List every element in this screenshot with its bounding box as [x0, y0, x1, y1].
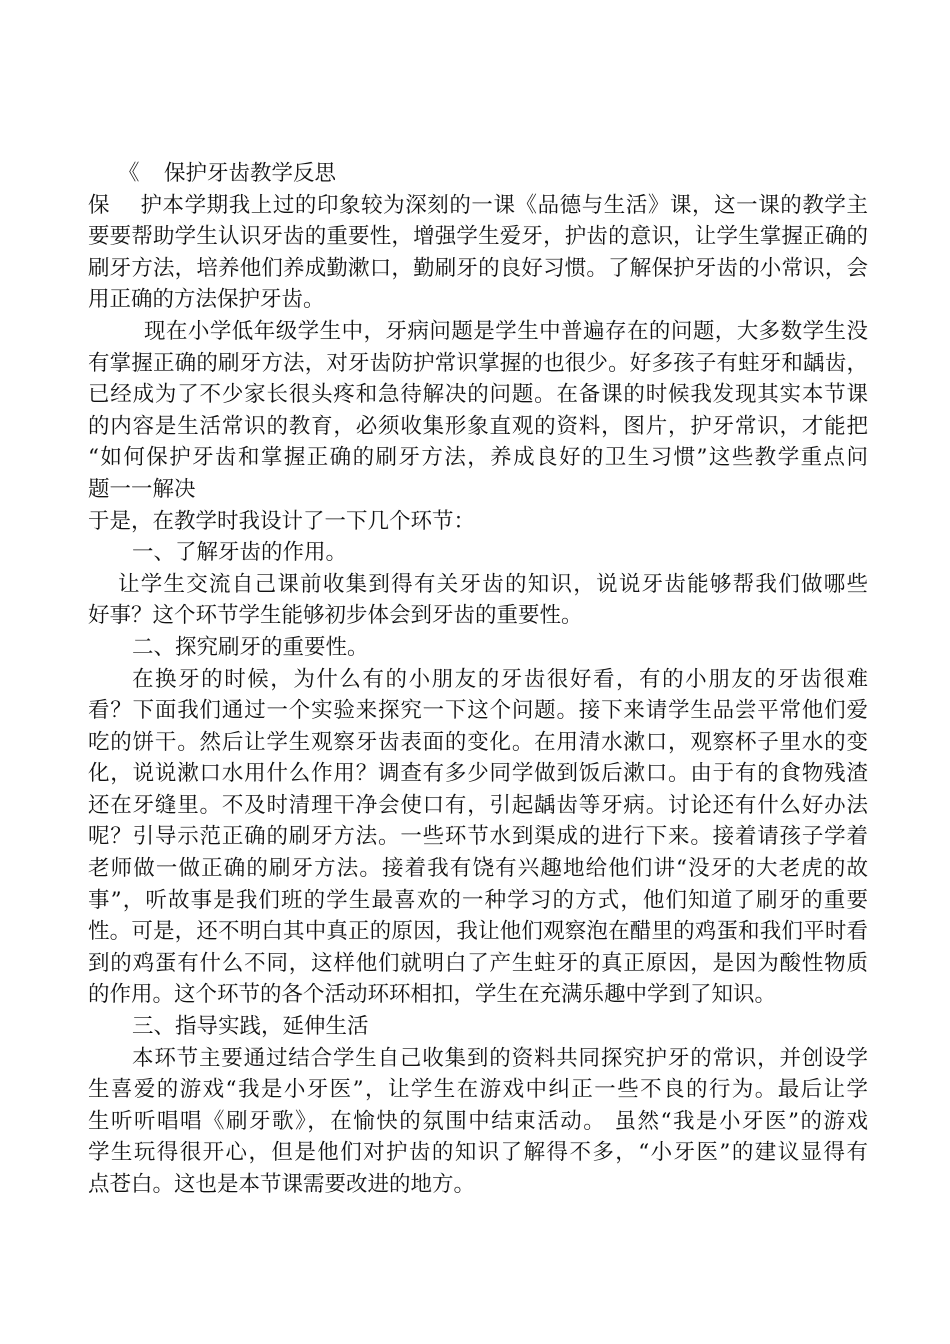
section-heading: 一、了解牙齿的作用。	[132, 540, 348, 566]
paragraph-line: 生听听唱唱《刷牙歌》，在愉快的氛围中结束活动。 虽然“我是小牙医”的游戏	[88, 1108, 868, 1134]
paragraph-line: 于是，在教学时我设计了一下几个环节：	[88, 508, 476, 534]
paragraph-line: 在换牙的时候，为什么有的小朋友的牙齿很好看，有的小朋友的牙齿很难	[132, 666, 868, 692]
paragraph-line-text: 本学期我上过的印象较为深刻的一课《品德与生活》课，这一课的教学主	[162, 192, 868, 218]
paragraph-line: 还在牙缝里。不及时清理干净会使口有，引起龋齿等牙病。讨论还有什么好办法	[88, 792, 868, 818]
section-heading: 三、指导实践，延伸生活	[132, 1014, 369, 1040]
section-heading: 二、探究刷牙的重要性。	[132, 634, 369, 660]
document-title-line	[88, 158, 868, 190]
paragraph-line: 吃的饼干。然后让学生观察牙齿表面的变化。在用清水漱口，观察杯子里水的变	[88, 729, 868, 755]
paragraph-line: 老师做一做正确的刷牙方法。接着我有饶有兴趣地给他们讲“没牙的大老虎的故	[88, 856, 868, 882]
paragraph-line: 呢？引导示范正确的刷牙方法。一些环节水到渠成的进行下来。接着请孩子学着	[88, 824, 868, 850]
paragraph-line: 好事？这个环节学生能够初步体会到牙齿的重要性。	[88, 603, 583, 629]
paragraph-line: 到的鸡蛋有什么不同，这样他们就明白了产生蛀牙的真正原因，是因为酸性物质	[88, 950, 868, 976]
paragraph-line: 现在小学低年级学生中，牙病问题是学生中普遍存在的问题，大多数学生没	[144, 318, 868, 344]
paragraph-line: 要要帮助学生认识牙齿的重要性，增强学生爱牙，护齿的意识，让学生掌握正确的	[88, 224, 868, 250]
paragraph-line: 生喜爱的游戏“我是小牙医”，让学生在游戏中纠正一些不良的行为。最后让学	[88, 1077, 868, 1103]
paragraph-line: 的内容是生活常识的教育，必须收集形象直观的资料，图片，护牙常识，才能把	[88, 413, 868, 439]
document-title: 保护牙齿教学反思	[164, 161, 337, 186]
title-bracket-mark: 《	[118, 161, 140, 186]
paragraph-line: “如何保护牙齿和掌握正确的刷牙方法，养成良好的卫生习惯”这些教学重点问	[88, 445, 868, 471]
intro-label: 保护	[88, 192, 162, 218]
paragraph-line: 题一一解决	[88, 476, 196, 502]
paragraph-line: 本环节主要通过结合学生自己收集到的资料共同探究护牙的常识，并创设学	[132, 1045, 868, 1071]
paragraph-line: 点苍白。这也是本节课需要改进的地方。	[88, 1172, 476, 1197]
paragraph-line: 用正确的方法保护牙齿。	[88, 287, 325, 313]
paragraph-line: 学生玩得很开心，但是他们对护齿的知识了解得不多，“小牙医”的建议显得有	[88, 1140, 868, 1166]
paragraph-line: 看？下面我们通过一个实验来探究一下这个问题。接下来请学生品尝平常他们爱	[88, 698, 868, 724]
paragraph-line: 的作用。这个环节的各个活动环环相扣，学生在充满乐趣中学到了知识。	[88, 982, 777, 1008]
paragraph-line: 已经成为了不少家长很头疼和急待解决的问题。在备课的时候我发现其实本节课	[88, 382, 868, 408]
paragraph-line	[88, 190, 868, 222]
paragraph-line: 事”，听故事是我们班的学生最喜欢的一种学习的方式，他们知道了刷牙的重要	[88, 887, 868, 913]
paragraph-line: 让学生交流自己课前收集到得有关牙齿的知识，说说牙齿能够帮我们做哪些	[118, 571, 868, 597]
paragraph-line: 有掌握正确的刷牙方法，对牙齿防护常识掌握的也很少。好多孩子有蛀牙和龋齿，	[88, 350, 868, 376]
document-body	[88, 158, 868, 1201]
paragraph-line: 刷牙方法，培养他们养成勤漱口，勤刷牙的良好习惯。了解保护牙齿的小常识，会	[88, 255, 868, 281]
paragraph-line: 性。可是，还不明白其中真正的原因，我让他们观察泡在醋里的鸡蛋和我们平时看	[88, 919, 868, 945]
paragraph-line: 化，说说漱口水用什么作用？调查有多少同学做到饭后漱口。由于有的食物残渣	[88, 761, 868, 787]
